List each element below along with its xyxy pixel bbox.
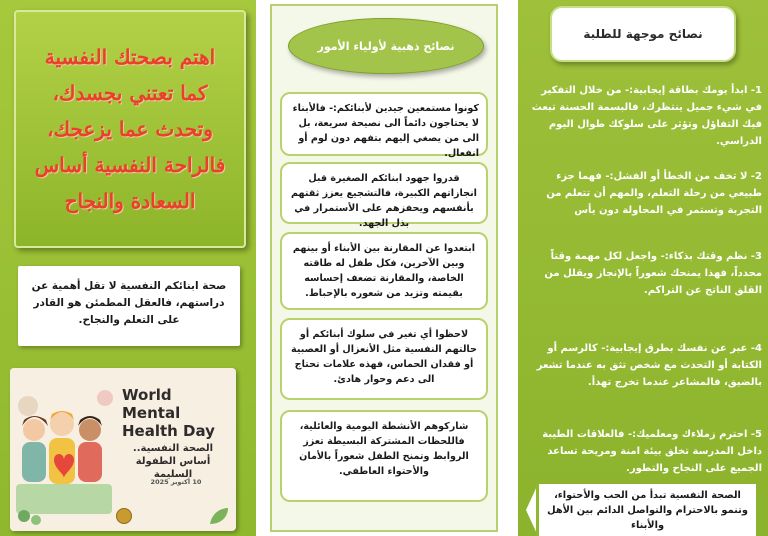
student-tip: 3- نظم وقتك بذكاء:- واجعل لكل مهمة وقتاً محدداً، فهذا يمنحك شعوراً بالإنجاز ويقلل من القلق الناتج عن التراكم. <box>544 251 762 296</box>
students-panel <box>512 0 768 536</box>
student-tip: 5- احترم زملاءك ومعلميك:- فالعلاقات الطيبة داخل المدرسة تخلق بيئة امنة ومريحة تساعد الجميع على النجاح والتطور. <box>542 429 762 474</box>
poster-title <box>122 386 230 440</box>
motto-line: اهتم بصحتك النفسية <box>44 45 216 69</box>
mental-health-day-poster <box>10 368 236 531</box>
closing-message: الصحة النفسية تبدأ من الحب والأحتواء، وتنمو بالاحترام والتواصل الدائم بين الأهل والأبناء <box>536 484 756 536</box>
students-tips-header: نصائح موجهة للطلبة <box>550 6 736 62</box>
poster-subtitle <box>118 442 228 481</box>
motto-box <box>14 10 246 248</box>
cover-panel <box>0 0 256 536</box>
parent-tip: قدروا جهود ابنائكم الصغيرة قبل انجازاتهم الكبيرة، فالتشجيع يعزز ثقتهم بأنفسهم ويحفزهم على الأستمرار في بذل الجهد. <box>280 162 488 224</box>
poster-title-line: World Mental <box>122 386 181 422</box>
motto-line: كما تعتني بجسدك، <box>52 81 208 105</box>
motto-line: السعادة والنجاح <box>64 189 196 213</box>
poster-date: 10 أكتوبر 2025 <box>150 478 202 486</box>
parent-tip: ابتعدوا عن المقارنة بين الأبناء أو بينهم وبين الآخرين، فكل طفل له طاقته الخاصة، والمقارنة تضعف إحساسه بقيمته وتزيد من شعوره بالإحباط. <box>280 232 488 310</box>
poster-title-line: Health Day <box>122 422 215 440</box>
motto-line: فالراحة النفسية أساس <box>34 153 226 177</box>
student-tip: 4- عبر عن نفسك بطرق إيجابية:- كالرسم أو الكتابة أو التحدث مع شخص تثق به عندما تشعر بالضيق، فالمشاعر عندما تخرج تهدأ. <box>536 343 762 388</box>
motto-line: وتحدث عما يزعجك، <box>47 117 213 141</box>
poster-subtitle-line: الصحة النفسية.. <box>132 443 214 454</box>
parent-tip: كونوا مستمعين جيدين لأبنائكم:- فالأبناء لا يحتاجون دائماً الى نصيحة سريعة، بل الى من يصغي إليهم بتفهم دون لوم أو انفعال. <box>280 92 488 156</box>
parents-panel <box>256 0 512 536</box>
parent-tip: شاركوهم الأنشطة اليومية والعائلية، فاللحظات المشتركة البسيطة تعزز الروابط وتمنح الطفل شعوراً بالأمان والأحتواء العاطفي. <box>280 410 488 502</box>
leaf-icon <box>208 506 230 526</box>
poster-subtitle-line: أساس الطفولة السليمة <box>135 456 211 480</box>
parents-quote: صحة ابنائكم النفسية لا تقل أهمية عن دراستهم، فالعقل المطمئن هو القادر على التعلم والنجاح. <box>18 266 240 346</box>
motto-text <box>35 39 226 219</box>
emblem-icon <box>116 508 132 524</box>
parents-tips-header: نصائح ذهبية لأولياء الأمور <box>288 18 484 74</box>
student-tip: 1- ابدأ يومك بطاقة إيجابية:- من خلال التفكير في شيء جميل ينتظرك، فالبسمة الحسنة تبعث فيك التفاؤل وتؤثر على سلوكك طوال اليوم الدراسي. <box>531 85 762 147</box>
parent-tip: لاحظوا أي تغير في سلوك أبنائكم أو حالتهم النفسية مثل الأنعزال أو العصبية أو فقدان الحماس، فهذه علامات تحتاج الى دعم وحوار هادئ. <box>280 318 488 400</box>
children-illustration-icon <box>10 368 118 531</box>
student-tip: 2- لا تخف من الخطأ أو الفشل:- فهما جزء طبيعي من رحلة التعلم، والمهم أن تتعلم من التجربة وتستمر في المحاولة دون يأس <box>546 171 762 216</box>
